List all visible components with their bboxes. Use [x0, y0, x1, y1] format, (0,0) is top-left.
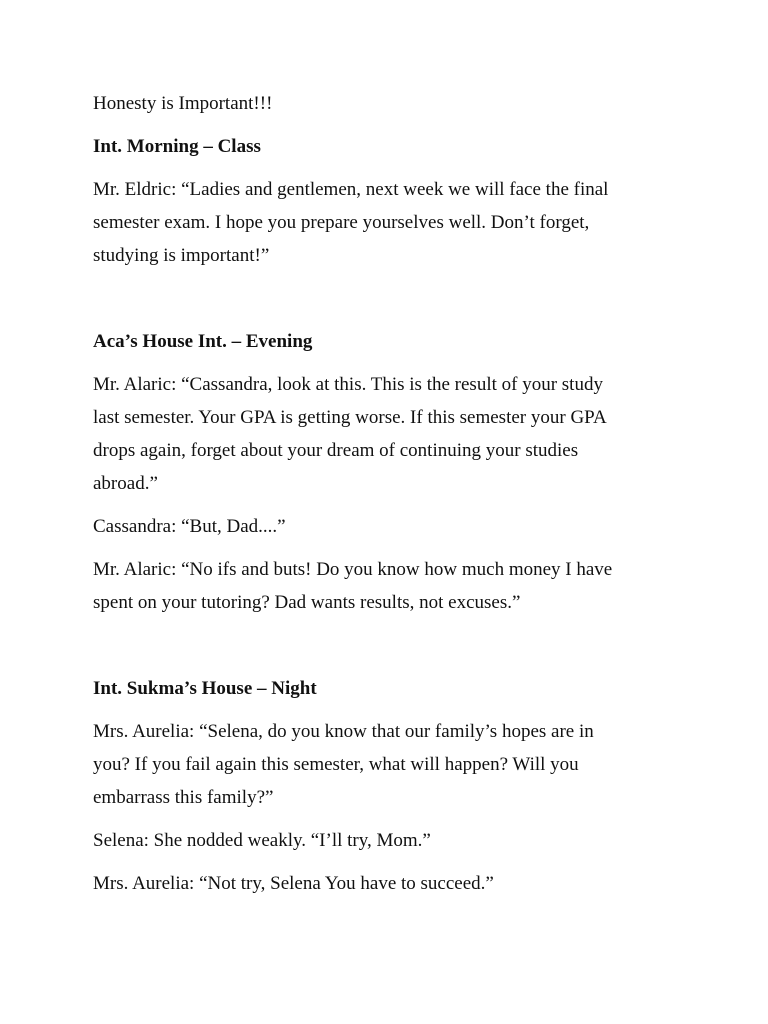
dialogue-line: semester exam. I hope you prepare yourselves well. Don’t forget, — [93, 212, 590, 233]
document-title: Honesty is Important!!! — [93, 93, 273, 114]
dialogue-line: you? If you fail again this semester, what will happen? Will you — [93, 754, 579, 775]
dialogue-line: embarrass this family?” — [93, 787, 274, 808]
dialogue-line: Mr. Alaric: “Cassandra, look at this. This is the result of your study — [93, 374, 603, 395]
dialogue-paragraph — [93, 368, 673, 500]
dialogue-line: Selena: She nodded weakly. “I’ll try, Mom.” — [93, 830, 431, 851]
scene-evening — [93, 325, 673, 619]
dialogue-line: Mr. Alaric: “No ifs and buts! Do you know how much money I have — [93, 559, 613, 580]
dialogue-paragraph — [93, 173, 673, 272]
dialogue-line: Mr. Eldric: “Ladies and gentlemen, next week we will face the final — [93, 179, 609, 200]
dialogue-paragraph — [93, 553, 673, 619]
dialogue-paragraph — [93, 867, 673, 900]
document-page — [93, 87, 673, 900]
dialogue-line: abroad.” — [93, 473, 158, 494]
scene-night — [93, 672, 673, 900]
dialogue-paragraph — [93, 715, 673, 814]
dialogue-line: last semester. Your GPA is getting worse. If this semester your GPA — [93, 407, 607, 428]
dialogue-line: Mrs. Aurelia: “Not try, Selena You have to succeed.” — [93, 873, 494, 894]
dialogue-line: Mrs. Aurelia: “Selena, do you know that our family’s hopes are in — [93, 721, 594, 742]
dialogue-line: spent on your tutoring? Dad wants results, not excuses.” — [93, 592, 521, 613]
scene-class — [93, 130, 673, 272]
scene-heading: Aca’s House Int. – Evening — [93, 331, 313, 352]
dialogue-paragraph — [93, 510, 673, 543]
dialogue-line: Cassandra: “But, Dad....” — [93, 516, 286, 537]
dialogue-line: drops again, forget about your dream of continuing your studies — [93, 440, 579, 461]
scene-heading: Int. Morning – Class — [93, 136, 261, 157]
scene-heading: Int. Sukma’s House – Night — [93, 678, 317, 699]
dialogue-line: studying is important!” — [93, 245, 270, 266]
dialogue-paragraph — [93, 824, 673, 857]
